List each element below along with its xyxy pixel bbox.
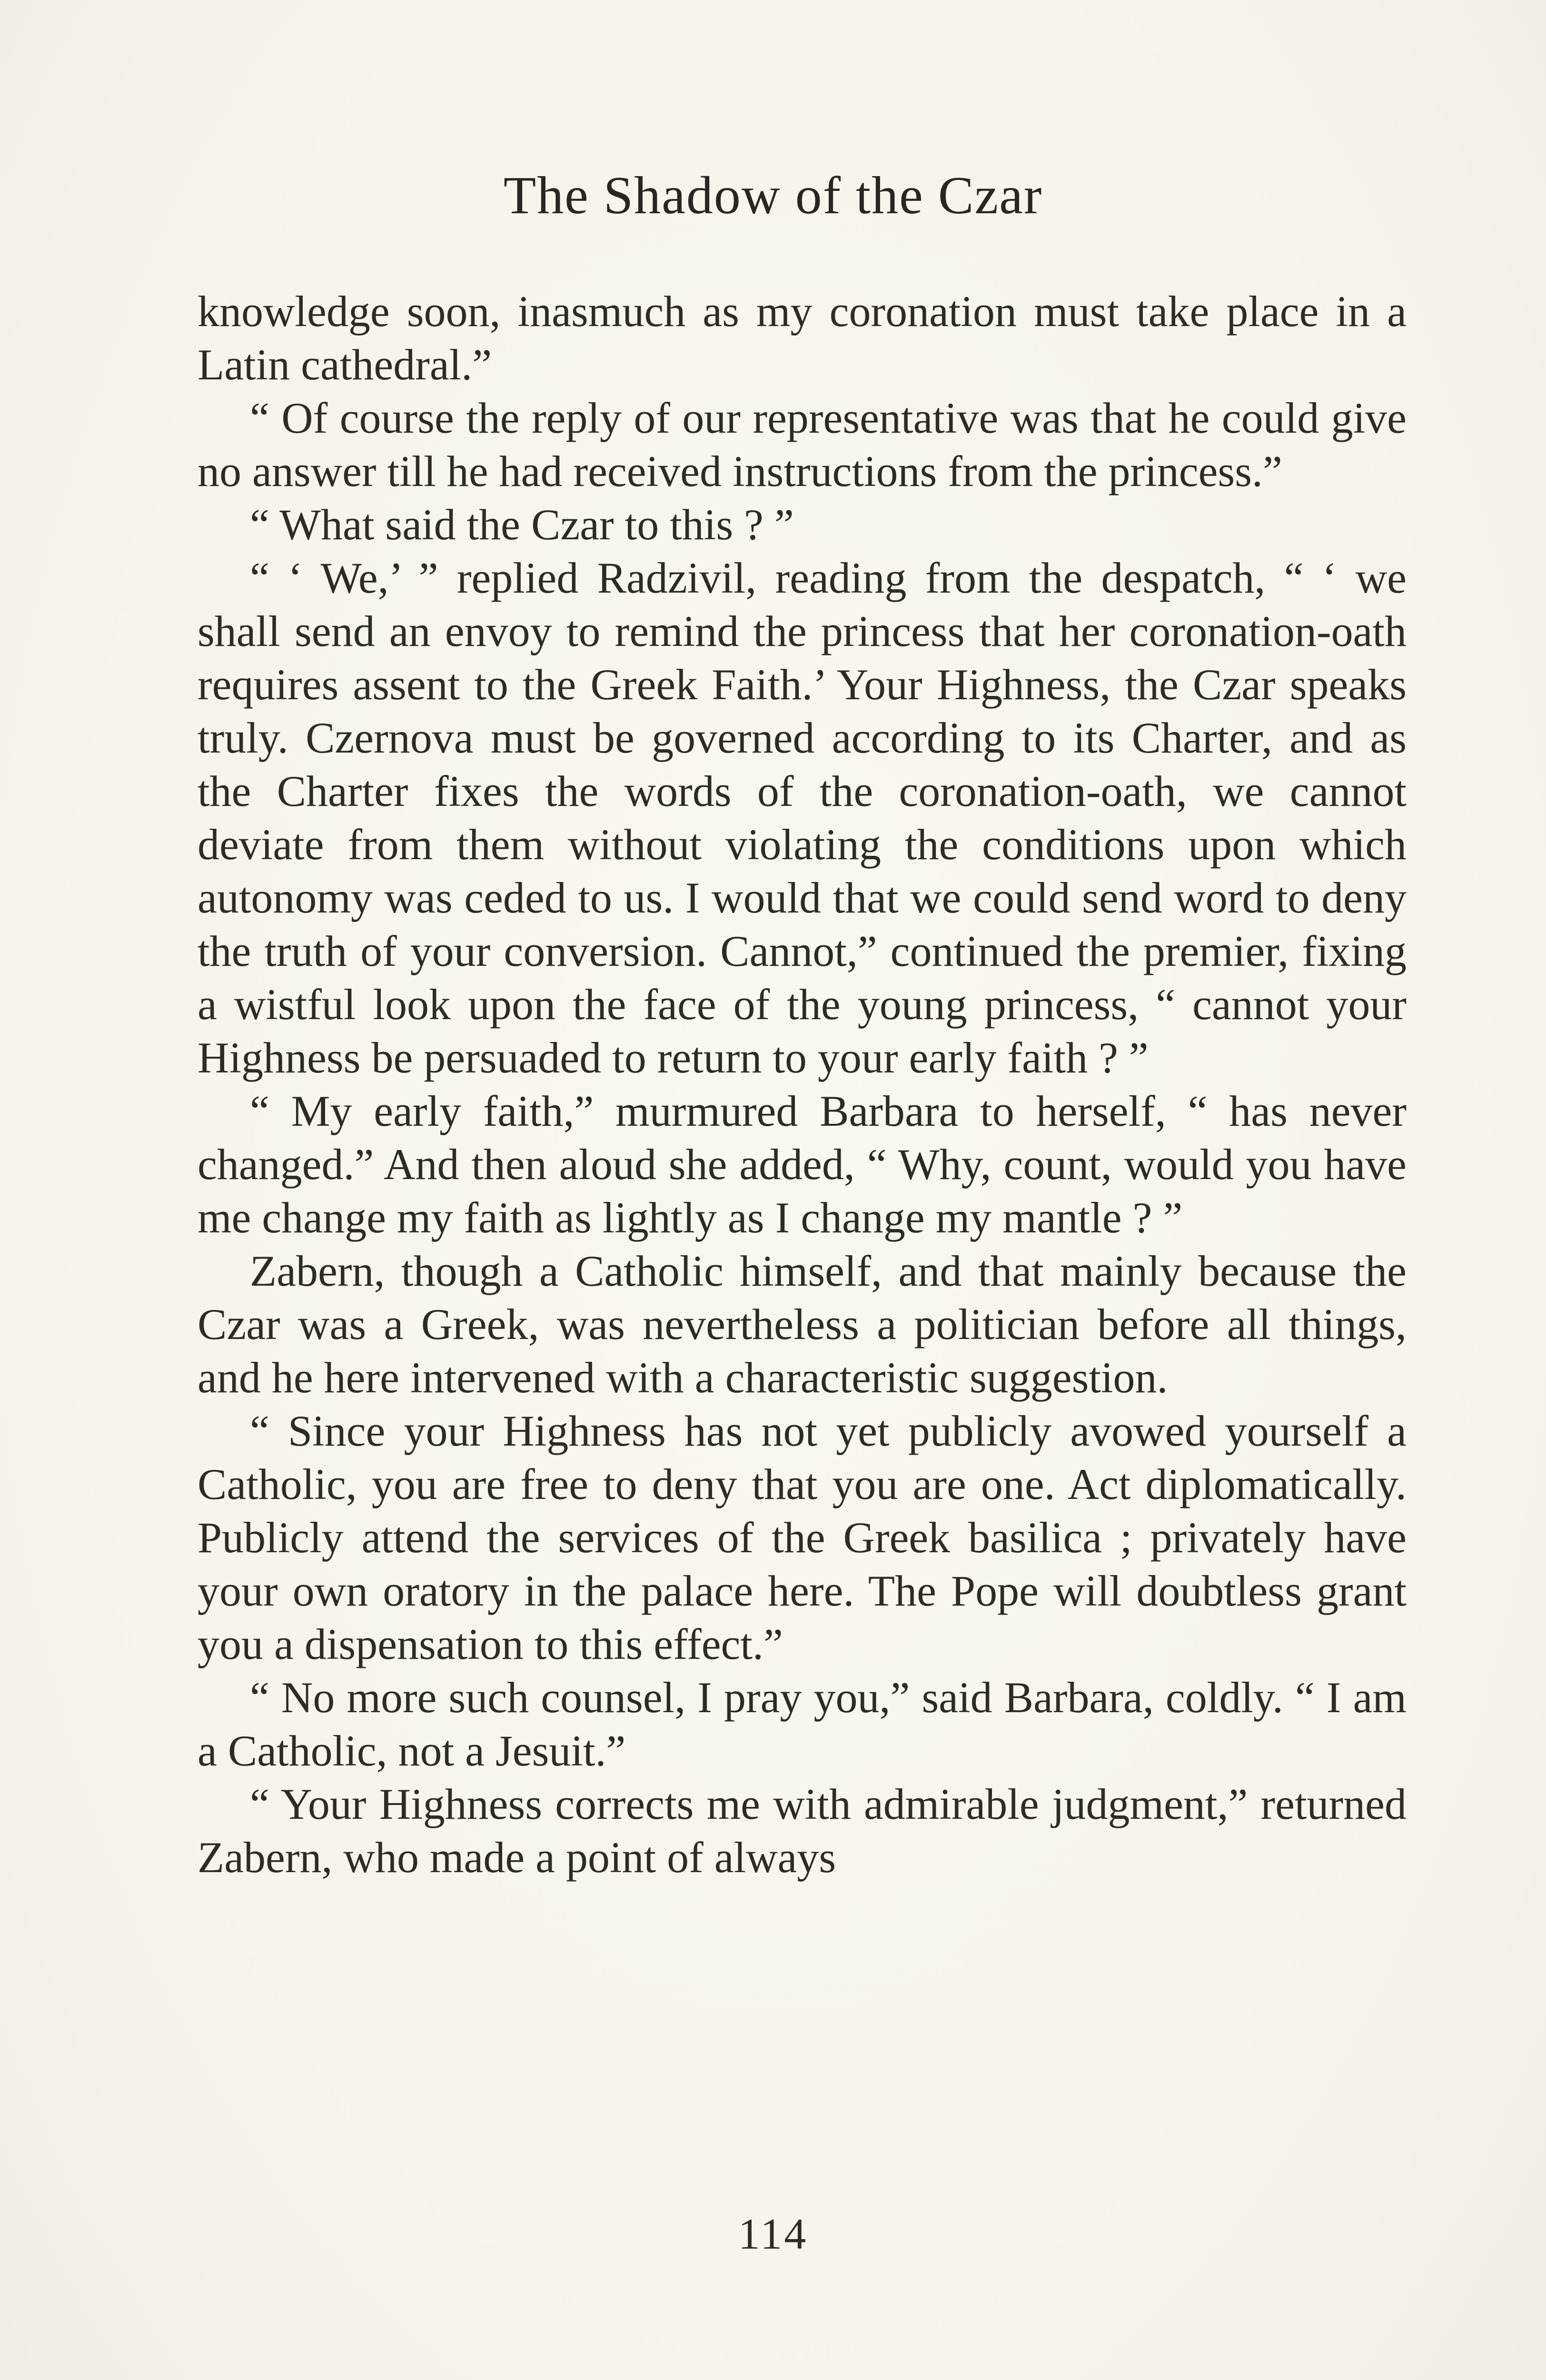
paragraph: “ My early faith,” murmured Barbara to herself, “ has never changed.” And then aloud she added, “ Why, count, would you have me change my faith as lightly as I change my mantle ? ” (198, 1087, 1407, 1242)
paragraph: “ ‘ We,’ ” replied Radzivil, reading from the despatch, “ ‘ we shall send an envoy to remind the princess that her coronation-oath requires assent to the Greek Faith.’ Your Highness, the Czar speaks truly. Czernova must be governed according to its Charter, and as the Charter fixes the words of the coronation-oath, we cannot deviate from them without violating the conditions upon which autonomy was ceded to us. I would that we could send word to deny the truth of your conversion. Cannot,” continued the premier, fixing a wistful look upon the face of the young princess, “ cannot your Highness be persuaded to return to your early faith ? ” (198, 554, 1407, 1082)
page-number: 114 (738, 2210, 808, 2258)
paragraph: “ No more such counsel, I pray you,” said Barbara, coldly. “ I am a Catholic, not a Jesuit.” (198, 1673, 1407, 1775)
paragraph: “ Of course the reply of our representative was that he could give no answer till he had received instructions from the princess.” (198, 394, 1407, 496)
running-title: The Shadow of the Czar (503, 166, 1043, 225)
paragraph: “ Since your Highness has not yet publicly avowed yourself a Catholic, you are free to deny that you are one. Act diplomatically. Publicly attend the services of the Greek basilica ; privately have your own oratory in the palace here. The Pope will doubtless grant you a dispensation to this effect.” (198, 1407, 1407, 1668)
paragraph-continued: knowledge soon, inasmuch as my coronation must take place in a Latin cathedral.” (198, 287, 1407, 389)
paragraph: “ What said the Czar to this ? ” (250, 500, 794, 549)
paragraph: Zabern, though a Catholic himself, and that mainly because the Czar was a Greek, was nevertheless a politician before all things, and he here intervened with a characteristic suggestion. (198, 1247, 1407, 1402)
paragraph: “ Your Highness corrects me with admirable judgment,” returned Zabern, who made a point of always (198, 1780, 1407, 1882)
body-text (198, 285, 1407, 1884)
